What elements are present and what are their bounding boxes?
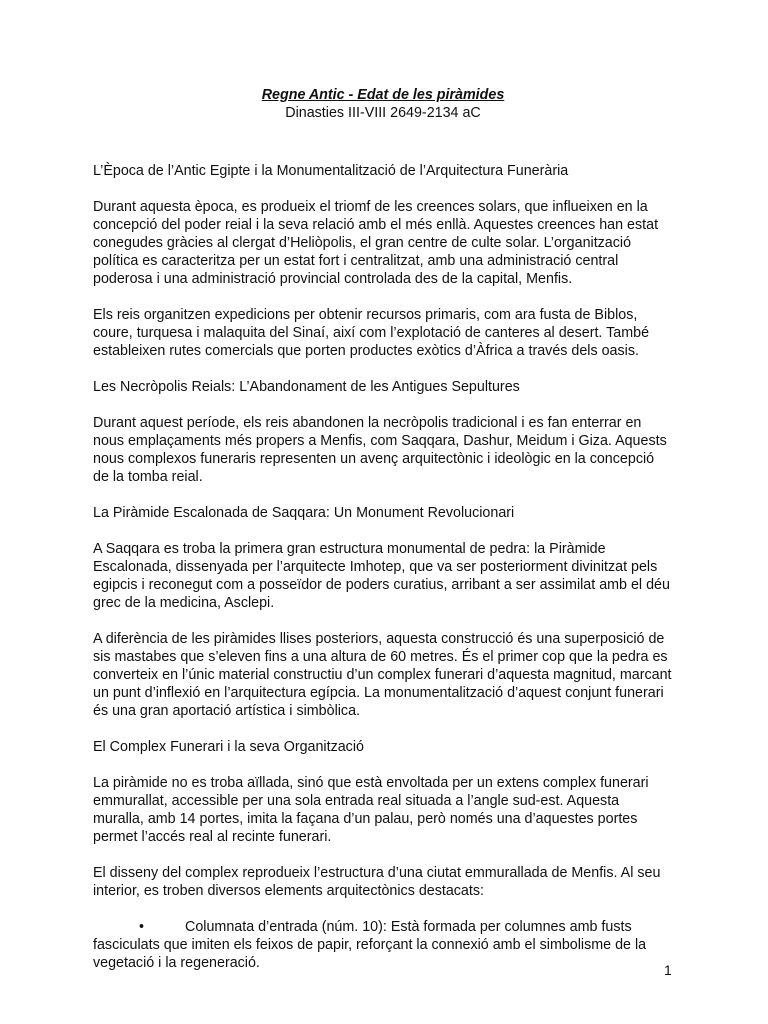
page-number: 1 xyxy=(664,962,672,978)
paragraph-necropolis: Durant aquest període, els reis abandonen la necròpolis tradicional i es fan enterrar en nous emplaçaments més propers a Menfis, com Saqqara, Dashur, Meidum i Giza. Aquests nous complexos funeraris representen un avenç arquitectònic i ideològic en la concepció de la tomba reial. xyxy=(93,415,667,485)
paragraph-creences-solars: Durant aquesta època, es produeix el triomf de les creences solars, que influeixen en la concepció del poder reial i la seva relació amb el més enllà. Aquestes creences han estat conegudes gràcies al clergat d’Heliòpolis, el gran centre de culte solar. L’organització política es caracteritza per un estat fort i centralitzat, amb una administració central poderosa i una administració provincial controlada des de la capital, Menfis. xyxy=(93,199,659,287)
bullet-icon: • xyxy=(139,919,145,935)
paragraph-mastabes: A diferència de les piràmides llises posteriors, aquesta construcció és una superposició de sis mastabes que s’eleven fins a una altura de 60 metres. És el primer cop que la pedra es converteix en l’únic material constructiu d’un complex funerari d’aquesta magnitud, marcant un punt d’inflexió en l’arquitectura egípcia. La monumentalització d’aquest conjunt funerari és una gran aportació artística i simbòlica. xyxy=(93,631,672,719)
section-heading-complex-funerari: El Complex Funerari i la seva Organització xyxy=(93,739,364,755)
section-heading-necropolis: Les Necròpolis Reials: L’Abandonament de les Antigues Sepultures xyxy=(93,379,520,395)
paragraph-disseny: El disseny del complex reprodueix l’estructura d’una ciutat emmurallada de Menfis. Al seu interior, es troben diversos elements arquitectònics destacats: xyxy=(93,865,661,899)
paragraph-muralla: La piràmide no es troba aïllada, sinó que està envoltada per un extens complex funerari emmurallat, accessible per una sola entrada real situada a l’angle sud-est. Aquesta muralla, amb 14 portes, imita la façana d’un palau, però només una d’aquestes portes permet l’accés real al recinte funerari. xyxy=(93,775,649,845)
document-title: Regne Antic - Edat de les piràmides xyxy=(261,87,505,103)
section-heading-epoca: L’Època de l’Antic Egipte i la Monumentalització de l’Arquitectura Funerària xyxy=(93,163,569,179)
paragraph-imhotep: A Saqqara es troba la primera gran estructura monumental de pedra: la Piràmide Escalonada, dissenyada per l’arquitecte Imhotep, que va ser posteriorment divinitzat pels egipcis i reconegut com a posseïdor de poders curatius, arribant a ser assimilat amb el déu grec de la medicina, Asclepi. xyxy=(93,541,670,611)
list-item-columnata xyxy=(93,918,673,972)
document-page xyxy=(93,86,673,990)
paragraph-expedicions: Els reis organitzen expedicions per obtenir recursos primaris, com ara fusta de Biblos, coure, turquesa i malaquita del Sinaí, així com l’explotació de canteres al desert. També estableixen rutes comercials que porten productes exòtics d’Àfrica a través dels oasis. xyxy=(93,307,650,359)
section-heading-piramide-escalonada: La Piràmide Escalonada de Saqqara: Un Monument Revolucionari xyxy=(93,505,515,521)
list-item-text: Columnata d’entrada (núm. 10): Està formada per columnes amb fusts fasciculats que imiten els feixos de papir, reforçant la connexió amb el simbolisme de la vegetació i la regeneració. xyxy=(93,919,647,971)
document-header xyxy=(93,86,673,122)
document-subtitle: Dinasties III-VIII 2649-2134 aC xyxy=(285,105,481,121)
